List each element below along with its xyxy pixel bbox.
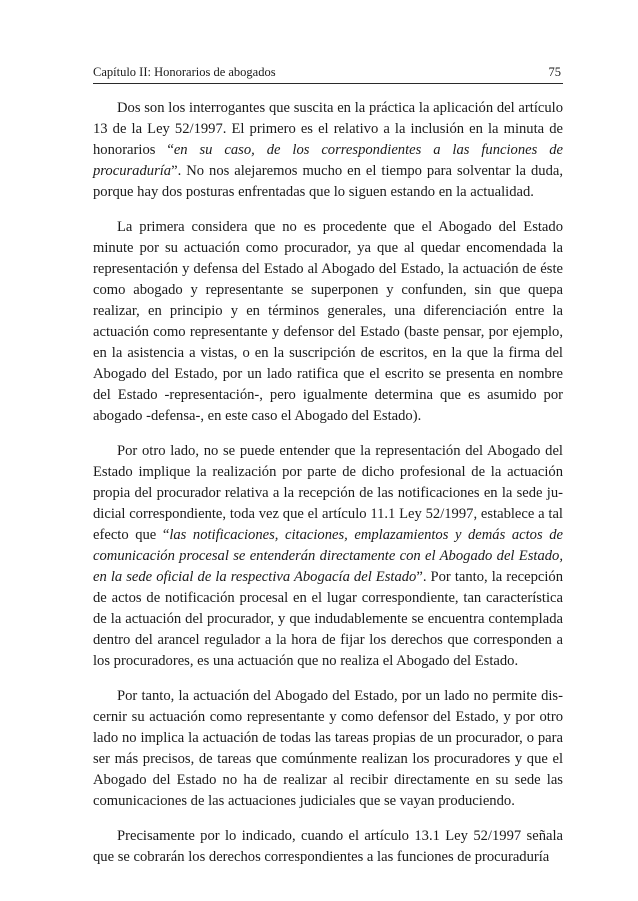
paragraph-text: Dos son los interrogantes que suscita en la práctica la aplicación del artículo 13 de la Ley 52/1997. El primero es el relativo a la inclusión en la minuta de honorarios “ — [93, 100, 563, 158]
paragraph-text: Por tanto, la actuación del Abogado del Estado, por un lado no permite discernir su actuación como representante y como defensor del Estado, y por otro lado no implica la actuación de todas las tareas propias de un procurador, o para ser más precisos, de tareas que comúnmente realizan los procuradores y que el Abogado del Estado no ha de realizar al recibir directamente en su sede las comunicaciones de las actuaciones judiciales que se vayan produciendo. — [93, 688, 563, 809]
paragraph-text: Precisamente por lo indicado, cuando el artículo 13.1 Ley 52/1997 señala que se cobrarán los derechos correspondientes a las funciones de procuraduría — [93, 828, 563, 865]
paragraph-5 — [93, 826, 563, 868]
paragraph-text: Por otro lado, no se puede entender que la representación del Abogado del Estado implique la realización por parte de dicho profesional de la actuación propia del procurador relativa a la recepción de las notificaciones en la sede judicial correspondiente, toda vez que el artículo 11.1 Ley 52/1997, establece a tal efecto que “ — [93, 443, 563, 543]
chapter-title: Capítulo II: Honorarios de abogados — [93, 65, 276, 79]
paragraph-text: La primera considera que no es procedente que el Abogado del Estado minute por su actuación como procurador, ya que al quedar encomendada la representación y defensa del Estado al Abogado del Estado, la actuación de éste como abogado y representante se superponen y confunden, sin que quepa realizar, en principio y en términos generales, una diferenciación entre la actuación como representante y defensor del Estado (baste pensar, por ejemplo, en la asistencia a vistas, o en la suscripción de escritos, en la que la firma del Abogado del Estado, por un lado ratifica que el escrito se presenta en nombre del Estado -representación-, pero igualmente determina que es asumido por abogado -defensa-, en este caso el Abogado del Estado). — [93, 219, 563, 424]
paragraph-2 — [93, 217, 563, 427]
running-header — [93, 63, 563, 84]
quoted-text: las notificaciones, citaciones, emplazamientos y demás actos de comunicación procesal se entenderán directamente con el Abogado del Estado, en la sede oficial de la respectiva Abogacía del Estado — [93, 527, 563, 585]
paragraph-4 — [93, 686, 563, 812]
page-number: 75 — [548, 65, 561, 79]
quoted-text: en su caso, de los correspondientes a las funciones de procuraduría — [93, 142, 563, 179]
paragraph-1 — [93, 98, 563, 203]
paragraph-text: ”. No nos alejaremos mucho en el tiempo para solventar la duda, porque hay dos posturas enfrentadas que lo siguen estando en la actualidad. — [93, 163, 563, 200]
paragraph-text: ”. Por tanto, la recepción de actos de notificación procesal en el lugar correspondiente, tan característica de la actuación del procurador, y que indudablemente se encuentra contemplada dentro del arancel regulador a la hora de fijar los derechos que corresponden a los procuradores, es una actuación que no realiza el Abogado del Estado. — [93, 569, 563, 669]
paragraph-3 — [93, 441, 563, 672]
body-text — [93, 98, 563, 868]
